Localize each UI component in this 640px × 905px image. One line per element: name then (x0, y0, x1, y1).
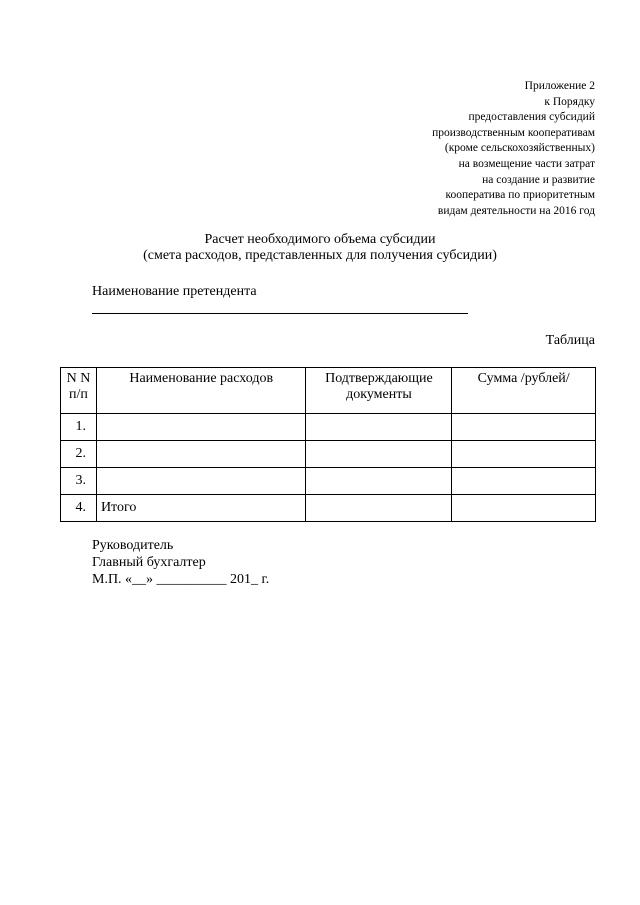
appendix-line: кооператива по приоритетным (445, 189, 595, 202)
applicant-label: Наименование претендента (92, 284, 257, 299)
row-documents (306, 414, 452, 441)
appendix-line: на возмещение части затрат (458, 157, 595, 170)
subtitle-line: (смета расходов, представленных для получения субсидии) (143, 248, 497, 263)
header-documents: Подтверждающие документы (306, 368, 452, 414)
title-line: Расчет необходимого объема субсидии (204, 232, 436, 247)
row-number: 1. (61, 414, 97, 441)
row-documents (306, 495, 452, 522)
table-row (61, 441, 596, 468)
appendix-line: (кроме сельскохозяйственных) (444, 142, 595, 155)
row-expense-name: Итого (96, 495, 306, 522)
table-label: Таблица (545, 333, 595, 348)
row-expense-name (96, 414, 306, 441)
appendix-line: видам деятельности на 2016 год (437, 204, 595, 217)
row-sum (452, 441, 596, 468)
document-title (0, 232, 640, 264)
row-sum (452, 495, 596, 522)
appendix-line: к Порядку (544, 95, 595, 108)
row-documents (306, 441, 452, 468)
row-number: 4. (61, 495, 97, 522)
appendix-line: предоставления субсидий (468, 111, 595, 124)
appendix-note (295, 79, 595, 219)
table-row (61, 468, 596, 495)
row-number: 3. (61, 468, 97, 495)
applicant-fill-line (92, 313, 468, 314)
row-number: 2. (61, 441, 97, 468)
signature-block (92, 537, 269, 588)
row-expense-name (96, 441, 306, 468)
appendix-line: производственным кооперативам (432, 126, 595, 139)
row-documents (306, 468, 452, 495)
header-number: N N п/п (61, 368, 97, 414)
row-sum (452, 414, 596, 441)
row-expense-name (96, 468, 306, 495)
signature-head: Руководитель (92, 538, 174, 553)
stamp-date-line: М.П. «__» __________ 201_ г. (92, 572, 270, 587)
expenses-table (60, 367, 596, 522)
table-row (61, 414, 596, 441)
appendix-line: на создание и развитие (482, 173, 595, 186)
header-expense-name: Наименование расходов (96, 368, 306, 414)
table-header-row (61, 368, 596, 414)
appendix-line: Приложение 2 (524, 80, 595, 92)
table-row-total (61, 495, 596, 522)
row-sum (452, 468, 596, 495)
signature-accountant: Главный бухгалтер (92, 555, 206, 570)
header-sum: Сумма /рублей/ (452, 368, 596, 414)
